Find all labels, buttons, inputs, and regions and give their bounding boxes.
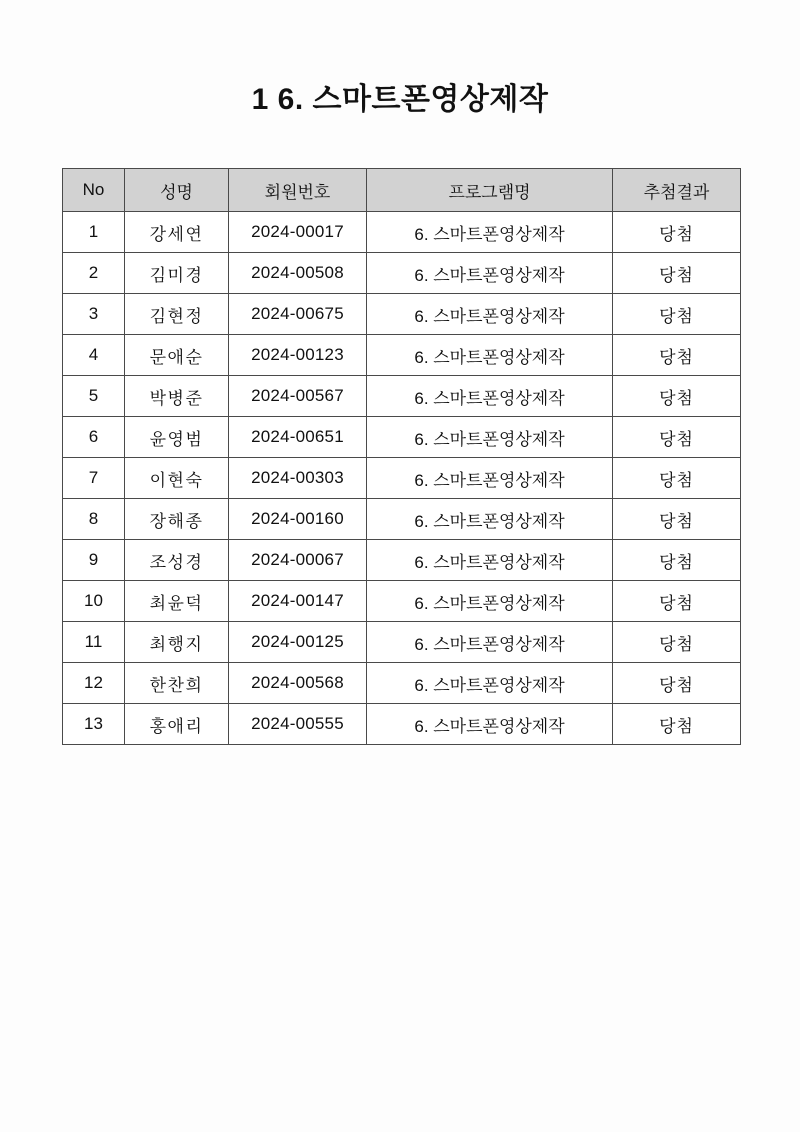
page-title: 1 6. 스마트폰영상제작: [251, 83, 549, 116]
table-header: [63, 169, 741, 212]
cell-result: 당첨: [613, 294, 741, 335]
cell-member-no: 2024-00555: [229, 704, 367, 745]
cell-result: 당첨: [613, 417, 741, 458]
cell-program: 6. 스마트폰영상제작: [367, 458, 613, 499]
cell-result: 당첨: [613, 376, 741, 417]
table-row: [63, 212, 741, 253]
cell-name: 윤영범: [125, 417, 229, 458]
column-header-member-no: 회원번호: [229, 169, 367, 212]
table-row: [63, 704, 741, 745]
table-row: [63, 335, 741, 376]
cell-name: 홍애리: [125, 704, 229, 745]
cell-member-no: 2024-00568: [229, 663, 367, 704]
cell-name: 김현정: [125, 294, 229, 335]
cell-no: 3: [63, 294, 125, 335]
cell-member-no: 2024-00651: [229, 417, 367, 458]
cell-member-no: 2024-00017: [229, 212, 367, 253]
table-row: [63, 581, 741, 622]
column-header-program: 프로그램명: [367, 169, 613, 212]
cell-name: 조성경: [125, 540, 229, 581]
cell-no: 8: [63, 499, 125, 540]
cell-result: 당첨: [613, 335, 741, 376]
table-row: [63, 622, 741, 663]
cell-no: 12: [63, 663, 125, 704]
cell-program: 6. 스마트폰영상제작: [367, 253, 613, 294]
cell-program: 6. 스마트폰영상제작: [367, 212, 613, 253]
cell-program: 6. 스마트폰영상제작: [367, 335, 613, 376]
cell-name: 강세연: [125, 212, 229, 253]
cell-no: 2: [63, 253, 125, 294]
cell-program: 6. 스마트폰영상제작: [367, 622, 613, 663]
cell-name: 최윤덕: [125, 581, 229, 622]
table-body: [63, 212, 741, 745]
table-row: [63, 458, 741, 499]
cell-no: 1: [63, 212, 125, 253]
cell-member-no: 2024-00160: [229, 499, 367, 540]
cell-name: 이현숙: [125, 458, 229, 499]
cell-name: 박병준: [125, 376, 229, 417]
cell-result: 당첨: [613, 499, 741, 540]
cell-name: 한찬희: [125, 663, 229, 704]
cell-no: 5: [63, 376, 125, 417]
cell-member-no: 2024-00147: [229, 581, 367, 622]
cell-member-no: 2024-00508: [229, 253, 367, 294]
cell-result: 당첨: [613, 581, 741, 622]
cell-result: 당첨: [613, 458, 741, 499]
column-header-name: 성명: [125, 169, 229, 212]
table-row: [63, 253, 741, 294]
table-row: [63, 376, 741, 417]
cell-name: 장해종: [125, 499, 229, 540]
cell-no: 10: [63, 581, 125, 622]
cell-program: 6. 스마트폰영상제작: [367, 540, 613, 581]
cell-no: 9: [63, 540, 125, 581]
column-header-no: No: [63, 169, 125, 212]
cell-name: 최행지: [125, 622, 229, 663]
cell-no: 7: [63, 458, 125, 499]
cell-result: 당첨: [613, 212, 741, 253]
lottery-result-table-container: [62, 168, 740, 745]
table-row: [63, 417, 741, 458]
cell-program: 6. 스마트폰영상제작: [367, 663, 613, 704]
cell-program: 6. 스마트폰영상제작: [367, 581, 613, 622]
cell-program: 6. 스마트폰영상제작: [367, 294, 613, 335]
cell-result: 당첨: [613, 622, 741, 663]
table-row: [63, 499, 741, 540]
table-row: [63, 294, 741, 335]
cell-result: 당첨: [613, 663, 741, 704]
cell-name: 문애순: [125, 335, 229, 376]
cell-member-no: 2024-00303: [229, 458, 367, 499]
cell-result: 당첨: [613, 253, 741, 294]
cell-member-no: 2024-00567: [229, 376, 367, 417]
column-header-result: 추첨결과: [613, 169, 741, 212]
cell-program: 6. 스마트폰영상제작: [367, 417, 613, 458]
cell-program: 6. 스마트폰영상제작: [367, 376, 613, 417]
cell-no: 6: [63, 417, 125, 458]
cell-name: 김미경: [125, 253, 229, 294]
cell-program: 6. 스마트폰영상제작: [367, 499, 613, 540]
cell-member-no: 2024-00123: [229, 335, 367, 376]
cell-result: 당첨: [613, 540, 741, 581]
cell-member-no: 2024-00125: [229, 622, 367, 663]
cell-member-no: 2024-00067: [229, 540, 367, 581]
table-header-row: [63, 169, 741, 212]
lottery-result-table: [62, 168, 741, 745]
table-row: [63, 663, 741, 704]
cell-no: 11: [63, 622, 125, 663]
cell-member-no: 2024-00675: [229, 294, 367, 335]
cell-program: 6. 스마트폰영상제작: [367, 704, 613, 745]
cell-no: 4: [63, 335, 125, 376]
cell-result: 당첨: [613, 704, 741, 745]
cell-no: 13: [63, 704, 125, 745]
table-row: [63, 540, 741, 581]
